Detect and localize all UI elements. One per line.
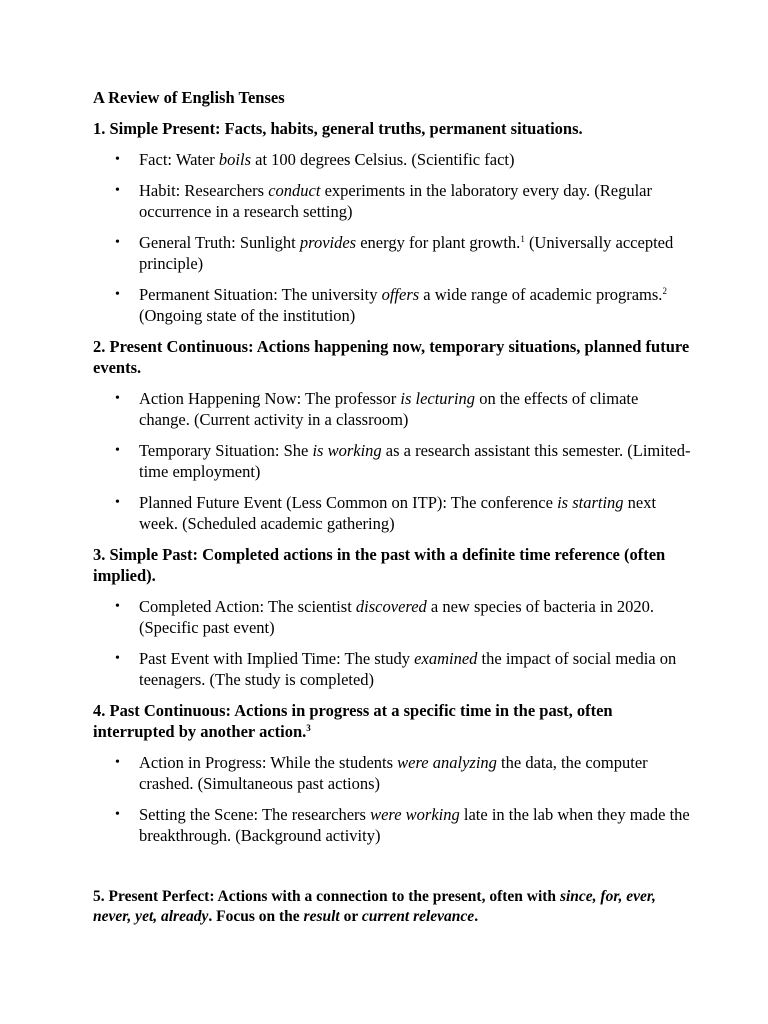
footnote-marker[interactable]: 2 [662, 286, 667, 296]
list-item: • Planned Future Event (Less Common on ITP): The conference is starting next week. (Scheduled academic gathering) [115, 493, 657, 533]
bullet-icon: • [115, 651, 120, 666]
list-item: • Action Happening Now: The professor is lecturing on the effects of climate change. (Current activity in a classroom) [115, 389, 639, 429]
list-item: • Setting the Scene: The researchers were working late in the lab when they made the breakthrough. (Background activity) [115, 805, 690, 845]
footnote-marker[interactable]: 3 [306, 723, 311, 733]
list-item: • Habit: Researchers conduct experiments in the laboratory every day. (Regular occurrence in a research setting) [115, 181, 652, 221]
section-heading-past-continuous: 4. Past Continuous: Actions in progress at a specific time in the past, often interrupted by another action.$^3$ [93, 701, 613, 741]
bullet-list-past-continuous [93, 752, 693, 846]
bullet-icon: • [115, 391, 120, 406]
example-verb: boils [218, 150, 252, 169]
example-verb: offers [381, 285, 420, 304]
bullet-icon: • [115, 807, 120, 822]
list-item: • Action in Progress: While the students were analyzing the data, the computer crashed. (Simultaneous past actions) [115, 753, 648, 793]
example-verb: were working [370, 805, 460, 824]
list-item: • Permanent Situation: The university offers a wide range of academic programs.$^2$ (Ongoing state of the institution) [115, 285, 667, 325]
section-heading-simple-past: 3. Simple Past: Completed actions in the past with a definite time reference (often implied). [93, 545, 666, 585]
example-verb: provides [299, 233, 357, 252]
bullet-icon: • [115, 495, 120, 510]
section-heading-simple-present: 1. Simple Present: Facts, habits, general truths, permanent situations. [93, 119, 583, 138]
section-spacer [93, 856, 693, 887]
bullet-icon: • [115, 755, 120, 770]
example-verb: is lecturing [400, 389, 476, 408]
example-verb: is working [312, 441, 382, 460]
bullet-icon: • [115, 183, 120, 198]
bullet-icon: • [115, 152, 120, 167]
example-verb: examined [414, 649, 478, 668]
document-body [93, 87, 693, 937]
document-title: A Review of English Tenses [93, 88, 285, 107]
section-heading-present-perfect: 5. Present Perfect: Actions with a connection to the present, often with since, for, ever, never, yet, already. Focus on the result or current relevance. [93, 888, 656, 925]
list-item: • Past Event with Implied Time: The study examined the impact of social media on teenagers. (The study is completed) [115, 649, 677, 689]
bullet-list-simple-past [93, 596, 693, 690]
list-item: • Fact: Water boils at 100 degrees Celsius. (Scientific fact) [115, 150, 515, 169]
footnote-marker[interactable]: 1 [520, 234, 525, 244]
bullet-icon: • [115, 599, 120, 614]
bullet-icon: • [115, 443, 120, 458]
example-verb: were analyzing [397, 753, 497, 772]
list-item: • Completed Action: The scientist discovered a new species of bacteria in 2020. (Specific past event) [115, 597, 655, 637]
bullet-list-simple-present [93, 149, 693, 326]
example-verb: conduct [268, 181, 321, 200]
example-verb: discovered [355, 597, 427, 616]
bullet-icon: • [115, 287, 120, 302]
focus-term-relevance: current relevance [361, 908, 475, 925]
bullet-icon: • [115, 235, 120, 250]
section-heading-present-continuous: 2. Present Continuous: Actions happening now, temporary situations, planned future events. [93, 337, 690, 377]
example-verb: is starting [557, 493, 624, 512]
list-item: • Temporary Situation: She is working as a research assistant this semester. (Limited-time employment) [115, 441, 691, 481]
focus-term-result: result [303, 908, 340, 925]
signal-words: since, for, ever, never, yet, already [93, 888, 656, 925]
list-item: • General Truth: Sunlight provides energy for plant growth.$^1$ (Universally accepted principle) [115, 233, 674, 273]
bullet-list-present-continuous [93, 388, 693, 534]
